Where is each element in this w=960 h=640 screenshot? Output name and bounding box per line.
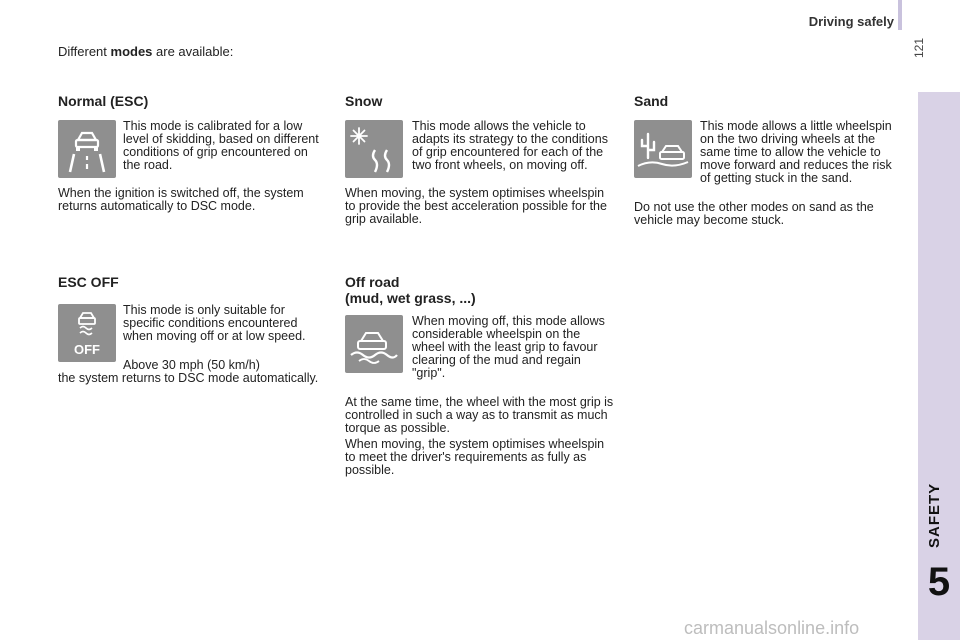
offroad-heading-2: (mud, wet grass, ...) <box>345 290 476 306</box>
car-sand-cactus-icon <box>634 120 692 178</box>
intro-bold: modes <box>110 44 153 59</box>
snowflake-icon <box>345 120 403 178</box>
sand-text-2: Do not use the other modes on sand as the vehicle may become stuck. <box>634 200 874 227</box>
intro-prefix: Different <box>58 44 111 59</box>
chapter-label: SAFETY <box>926 482 943 548</box>
offroad-heading-1: Off road <box>345 274 400 290</box>
chapter-number: 5 <box>927 560 951 604</box>
normal-heading: Normal (ESC) <box>58 93 149 109</box>
page-header-title: Driving safely <box>808 14 894 29</box>
sand-text-1: This mode allows a little wheelspin on the two driving wheels at the same time to allow the vehicle to move forward and reduces the risk of getting stuck in the sand. <box>700 119 892 185</box>
snow-text-2: When moving, the system optimises wheelspin to provide the best acceleration possible for the grip available. <box>345 186 607 226</box>
car-mud-icon <box>345 315 403 373</box>
snow-text-1: This mode allows the vehicle to adapts its strategy to the conditions of grip encountered for each of the two front wheels, on moving off. <box>412 119 608 172</box>
esc-off-icon <box>58 304 116 362</box>
sand-heading: Sand <box>634 93 669 109</box>
intro-text <box>58 44 233 59</box>
esc-off-icon-text: OFF <box>74 342 100 357</box>
car-road-icon <box>58 120 116 178</box>
offroad-text-3: When moving, the system optimises wheelspin to meet the driver's requirements as fully as possible. <box>345 437 605 477</box>
offroad-text-1: When moving off, this mode allows considerable wheelspin on the wheel with the least grip to favour clearing of the mud and regain "grip". <box>412 314 605 380</box>
chapter-sidebar <box>918 92 960 640</box>
esc-off-heading: ESC OFF <box>58 274 119 290</box>
page-number: 121 <box>912 37 926 58</box>
normal-text-1: This mode is calibrated for a low level of skidding, based on different conditions of grip encountered on the road. <box>123 119 319 172</box>
esc-off-text-2a: Above 30 mph (50 km/h) <box>123 358 260 372</box>
watermark: carmanualsonline.info <box>684 618 860 638</box>
normal-text-2: When the ignition is switched off, the system returns automatically to DSC mode. <box>58 186 304 213</box>
esc-off-text-2b: the system returns to DSC mode automatically. <box>58 371 319 385</box>
intro-suffix: are available: <box>152 44 234 59</box>
header-divider <box>898 0 902 30</box>
snow-heading: Snow <box>345 93 383 109</box>
offroad-text-2: At the same time, the wheel with the most grip is controlled in such a way as to transmit as much torque as possible. <box>345 395 614 435</box>
esc-off-text-1: This mode is only suitable for specific conditions encountered when moving off or at low speed. <box>123 303 306 343</box>
